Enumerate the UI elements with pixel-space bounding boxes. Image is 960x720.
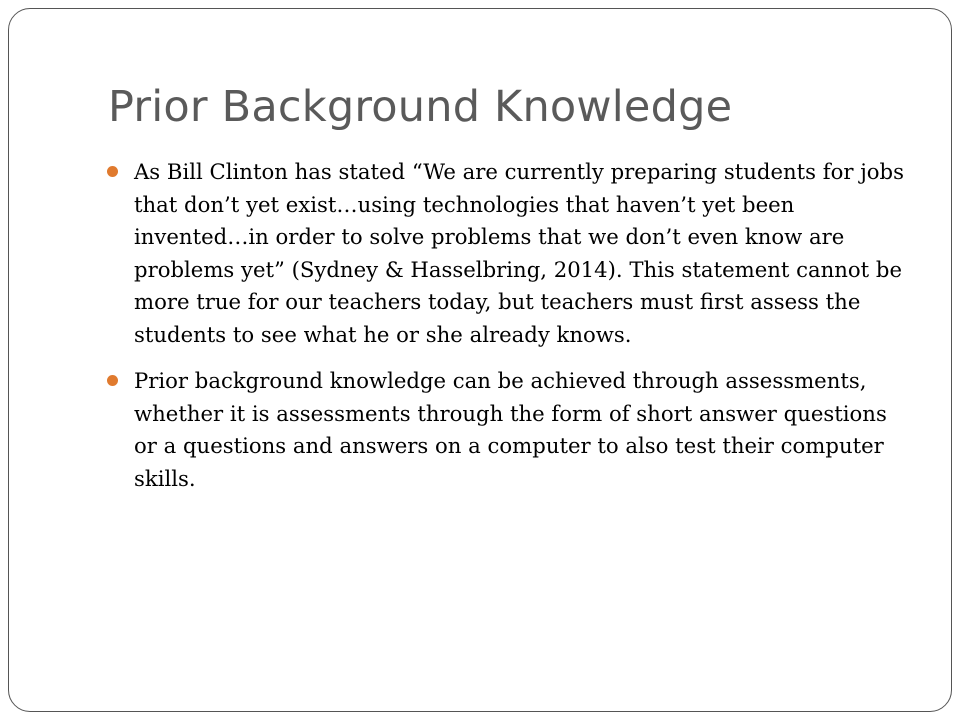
bullet-text: Prior background knowledge can be achieved through assessments, whether it is assessments through the form of short answer questions or a questions and answers on a computer to also test their computer skills. <box>134 368 887 491</box>
bullet-item <box>104 365 912 495</box>
bullet-dot-icon <box>107 166 118 177</box>
bullet-text: As Bill Clinton has stated “We are currently preparing students for jobs that don’t yet exist…using technologies that haven’t yet been invented…in order to solve problems that we don’t even know are problems yet” (Sydney & Hasselbring, 2014). This statement cannot be more true for our teachers today, but teachers must first assess the students to see what he or she already knows. <box>134 159 904 347</box>
slide-title: Prior Background Knowledge <box>108 82 733 132</box>
bullet-list <box>104 156 912 509</box>
bullet-item <box>104 156 912 351</box>
bullet-dot-icon <box>107 375 118 386</box>
